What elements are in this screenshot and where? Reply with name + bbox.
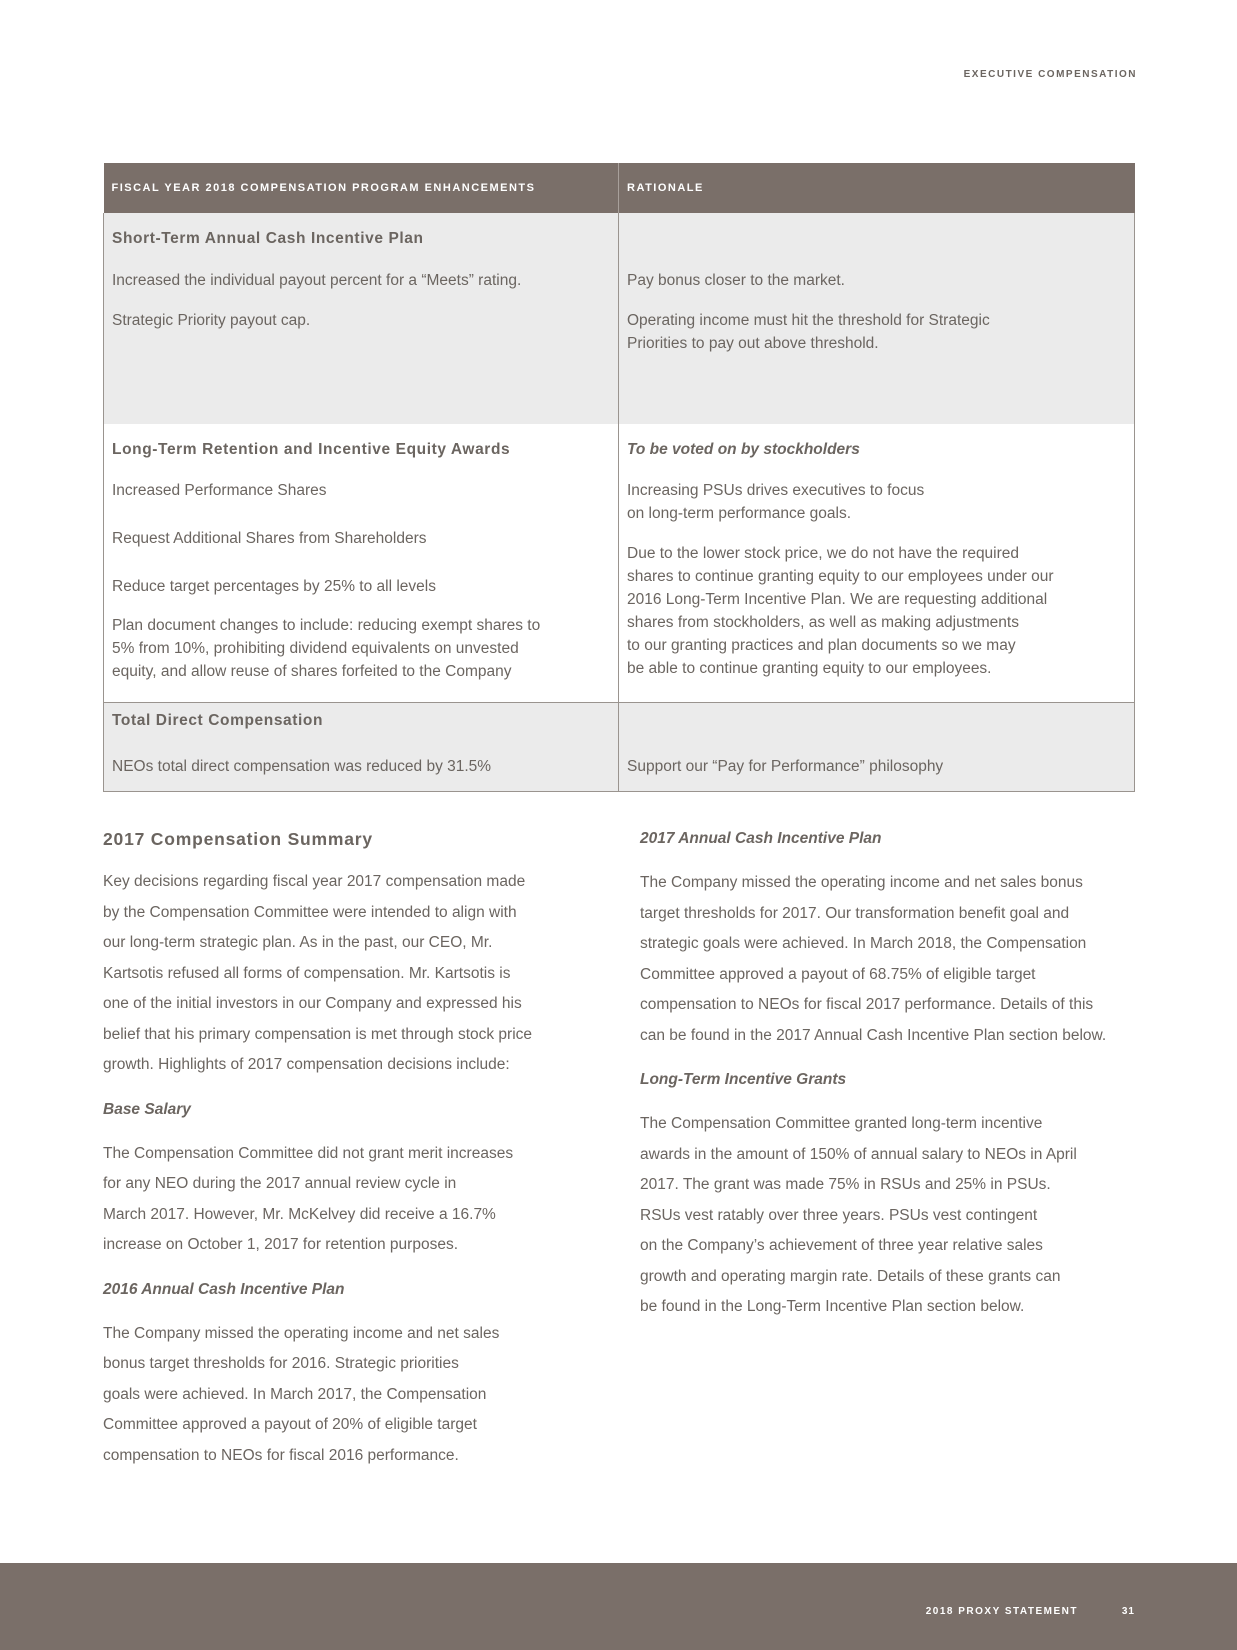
long-term-item: Plan document changes to include: reducing exempt shares to 5% from 10%, prohibiting dividend equivalents on unvested equity, and allow reuse of shares forfeited to the Company [112, 617, 541, 680]
long-term-rationale: Due to the lower stock price, we do not have the required shares to continue granting equity to our employees under our 2016 Long-Term Incentive Plan. We are requesting additional shares from stockholders, as well as making adjustments to our granting practices and plan documents so we may be able to continue granting equity to our employees. [627, 545, 1054, 677]
table-header-row [104, 163, 1135, 213]
plan-2017-title: 2017 Annual Cash Incentive Plan [640, 830, 882, 847]
total-direct-item: NEOs total direct compensation was reduced by 31.5% [112, 758, 492, 775]
short-term-title: Short-Term Annual Cash Incentive Plan [112, 230, 424, 247]
base-salary-title: Base Salary [103, 1100, 191, 1118]
table-row-total-direct [104, 703, 1135, 792]
total-direct-cell [104, 703, 619, 792]
short-term-item: Increased the individual payout percent for a “Meets” rating. [112, 272, 522, 289]
enhancements-table [103, 163, 1135, 792]
total-direct-title: Total Direct Compensation [112, 712, 324, 729]
ltig-text: The Compensation Committee granted long-term incentive awards in the amount of 150% of annual salary to NEOs in April 2017. The grant was made 75% in RSUs and 25% in PSUs. RSUs vest ratably over three years. PSUs vest contingent on the Company’s achievement of three year relative sales growth and operating margin rate. Details of these grants can be found in the Long-Term Incentive Plan section below. [640, 1115, 1077, 1315]
plan-2017-text: The Company missed the operating income and net sales bonus target thresholds for 2017. Our transformation benefit goal and strategic goals were achieved. In March 2018, the Compensation Committee approved a payout of 68.75% of eligible target compensation to NEOs for fiscal 2017 performance. Details of this can be found in the 2017 Annual Cash Incentive Plan section below. [640, 874, 1107, 1044]
long-term-rationale: Increasing PSUs drives executives to focus on long-term performance goals. [627, 482, 925, 522]
total-direct-rationale-cell [619, 703, 1135, 792]
summary-title: 2017 Compensation Summary [103, 829, 373, 849]
long-term-cell [104, 424, 619, 703]
summary-left-column [103, 826, 573, 1487]
summary-intro: Key decisions regarding fiscal year 2017 compensation made by the Compensation Committee were intended to align with our long-term strategic plan. As in the past, our CEO, Mr. Kartsotis refused all forms of compensation. Mr. Kartsotis is one of the initial investors in our Company and expressed his belief that his primary compensation is met through stock price growth. Highlights of 2017 compensation decisions include: [103, 873, 533, 1073]
short-term-rationale-cell [619, 213, 1135, 424]
total-direct-rationale: Support our “Pay for Performance” philosophy [627, 758, 944, 775]
footer-label: 2018 PROXY STATEMENT [925, 1606, 1078, 1617]
long-term-item: Reduce target percentages by 25% to all levels [112, 578, 436, 595]
table-row-short-term [104, 213, 1135, 424]
page-number: 31 [1121, 1606, 1135, 1617]
running-header: EXECUTIVE COMPENSATION [963, 69, 1137, 80]
base-salary-text: The Compensation Committee did not grant merit increases for any NEO during the 2017 annual review cycle in March 2017. However, Mr. McKelvey did receive a 16.7% increase on October 1, 2017 for retention purposes. [103, 1144, 514, 1253]
short-term-rationale: Pay bonus closer to the market. [627, 272, 845, 289]
page-footer [0, 1563, 1237, 1650]
plan-2016-title: 2016 Annual Cash Incentive Plan [103, 1280, 345, 1298]
short-term-rationale: Operating income must hit the threshold for Strategic Priorities to pay out above threshold. [627, 312, 990, 352]
ltig-title: Long-Term Incentive Grants [640, 1071, 847, 1088]
short-term-cell [104, 213, 619, 424]
table-row-long-term [104, 424, 1135, 703]
long-term-rationale-cell [619, 424, 1135, 703]
summary-right-column [640, 826, 1140, 1339]
long-term-title: Long-Term Retention and Incentive Equity Awards [112, 441, 511, 458]
table-header-rationale: RATIONALE [619, 163, 1135, 213]
plan-2016-text: The Company missed the operating income and net sales bonus target thresholds for 2016. Strategic priorities goals were achieved. In March 2017, the Compensation Committee approved a payout of 20% of eligible target compensation to NEOs for fiscal 2016 performance. [103, 1324, 500, 1464]
long-term-item: Increased Performance Shares [112, 482, 327, 499]
stockholder-vote-note: To be voted on by stockholders [627, 441, 860, 458]
short-term-item: Strategic Priority payout cap. [112, 312, 311, 329]
table-header-enhancements: FISCAL YEAR 2018 COMPENSATION PROGRAM ENHANCEMENTS [104, 163, 619, 213]
long-term-item: Request Additional Shares from Shareholders [112, 530, 427, 547]
